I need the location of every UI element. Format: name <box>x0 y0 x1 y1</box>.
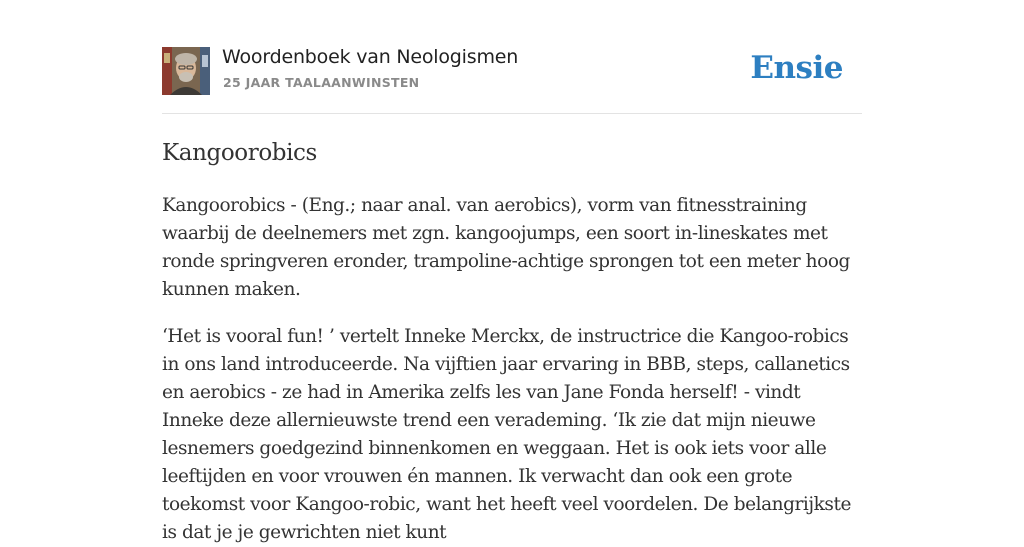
entry-header <box>162 46 862 114</box>
quote-paragraph: ‘Het is vooral fun! ’ vertelt Inneke Merckx, de instructrice die Kangoo-robics in ons land introduceerde. Na vijftien jaar ervaring in BBB, steps, callanetics en aerobics - ze had in Amerika zelfs les van Jane Fonda herself! - vindt Inneke deze allernieuwste trend een verademing. ‘Ik zie dat mijn nieuwe lesnemers goedgezind binnenkomen en weggaan. Het is ook iets voor alle leeftijden en voor vrouwen én mannen. Ik verwacht dan ook een grote toekomst voor Kangoo-robic, want het heeft veel voordelen. De belangrijkste is dat je je gewrichten niet kunt <box>162 326 851 543</box>
source-title[interactable]: Woordenboek van Neologismen <box>222 46 519 68</box>
entry-title: Kangoorobics <box>162 140 317 166</box>
ensie-logo[interactable]: Ensie <box>750 50 843 86</box>
source-subtitle: 25 JAAR TAALAANWINSTEN <box>223 75 420 90</box>
definition-paragraph: Kangoorobics - (Eng.; naar anal. van aerobics), vorm van fitnesstraining waarbij de deelnemers met zgn. kangoojumps, een soort in-lineskates met ronde springveren eronder, trampoline-achtige sprongen tot een meter hoog kunnen maken. <box>162 195 850 300</box>
author-avatar[interactable] <box>162 47 210 95</box>
entry-card <box>162 46 862 547</box>
author-photo-icon <box>162 47 210 95</box>
